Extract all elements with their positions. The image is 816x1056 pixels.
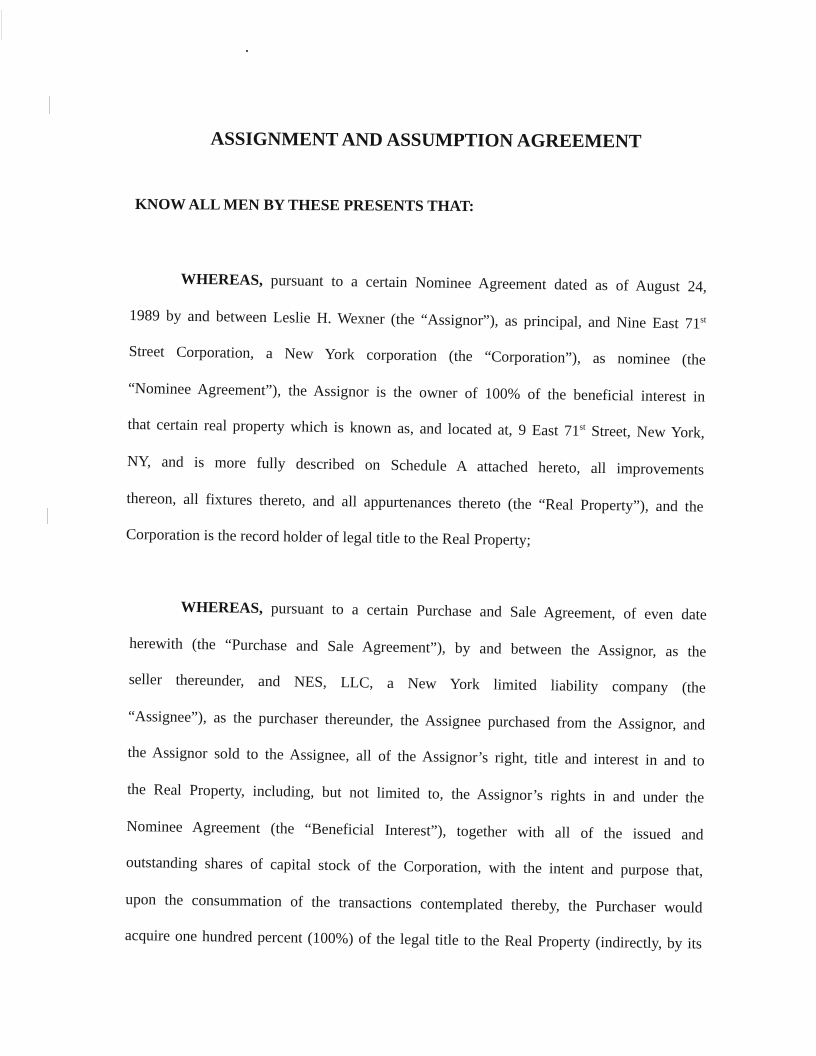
line-text: 1989 by and between Leslie H. Wexner (the “Assignor”), as principal, and Nine East 71 bbox=[129, 306, 701, 333]
superscript: st bbox=[579, 421, 586, 433]
text-line: herewith (the “Purchase and Sale Agreement”), by and between the Assignor, as the bbox=[129, 634, 707, 661]
scan-edge-mark bbox=[49, 96, 50, 114]
text-line: Street Corporation, a New York corporation (the “Corporation”), as nominee (the bbox=[128, 343, 706, 369]
scan-edge-mark bbox=[47, 508, 48, 524]
text-line: Corporation is the record holder of legal title to the Real Property; bbox=[125, 526, 531, 550]
superscript: st bbox=[700, 313, 707, 325]
text-line: the Assignor sold to the Assignee, all of the Assignor’s right, title and interest in and to bbox=[127, 744, 705, 770]
text-line: seller thereunder, and NES, LLC, a New York limited liability company (the bbox=[128, 671, 706, 697]
text-line: thereon, all fixtures thereto, and all appurtenances thereto (the “Real Property”), and the bbox=[126, 489, 704, 516]
text-line: NY, and is more fully described on Schedule A attached hereto, all improvements bbox=[127, 452, 705, 479]
line-text: pursuant to a certain Purchase and Sale Agreement, of even date bbox=[262, 599, 707, 624]
recital-paragraph-2 bbox=[125, 596, 707, 970]
text-line: “Assignee”), as the purchaser thereunder, the Assignee purchased from the Assignor, and bbox=[128, 707, 706, 734]
line-text: pursuant to a certain Nominee Agreement dated as of August 24, bbox=[262, 271, 707, 296]
recital-paragraph-1 bbox=[126, 268, 707, 569]
paragraph-lead: WHEREAS, bbox=[180, 598, 263, 617]
text-line: “Nominee Agreement”), the Assignor is the owner of 100% of the beneficial interest in bbox=[128, 379, 706, 406]
text-line: upon the consummation of the transactions contemplated thereby, the Purchaser would bbox=[125, 890, 703, 917]
paragraph-lead: WHEREAS, bbox=[180, 270, 263, 289]
line-text: Street, New York, bbox=[585, 423, 705, 442]
document-title: ASSIGNMENT AND ASSUMPTION AGREEMENT bbox=[210, 128, 642, 153]
scan-edge-mark bbox=[1, 10, 2, 40]
scan-speck bbox=[246, 50, 248, 52]
document-heading: KNOW ALL MEN BY THESE PRESENTS THAT: bbox=[134, 196, 475, 216]
line-text: that certain real property which is known as, and located at, 9 East 71 bbox=[127, 416, 580, 441]
text-line: Nominee Agreement (the “Beneficial Interest”), together with all of the issued and bbox=[126, 817, 704, 844]
text-line: acquire one hundred percent (100%) of the legal title to the Real Property (indirectly, by its bbox=[124, 927, 703, 953]
text-line: the Real Property, including, but not limited to, the Assignor’s rights in and under the bbox=[127, 780, 705, 807]
text-line: outstanding shares of capital stock of the Corporation, with the intent and purpose that, bbox=[125, 854, 704, 880]
